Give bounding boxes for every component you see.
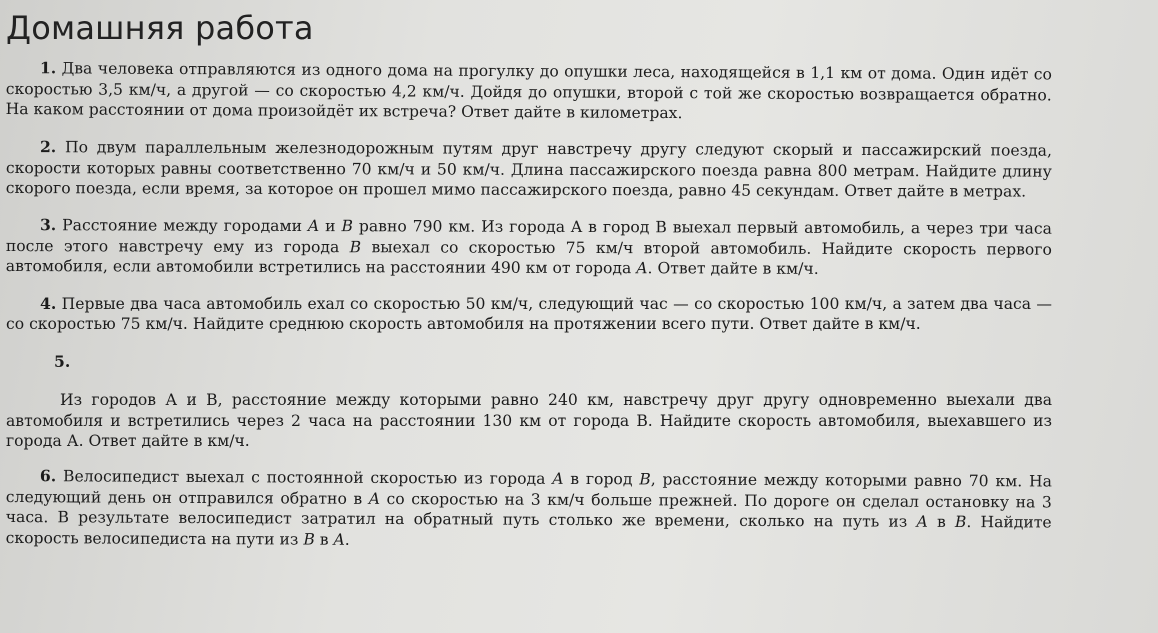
problem-text-part: и [325,217,336,236]
problem-text: Два человека отправляются из одного дома на прогулку до опушки леса, находящейся в 1,1 км от дома. Один идёт со скоростью 3,5 км/ч, а другой — со скоростью 4,2 км/ч. Дойдя до опушки, второй с той же скоростью возвращается обратно. На каком расстоянии от дома произойдёт их встреча? Ответ дайте в километрах. [5,59,1052,123]
problem-2 [6,137,1052,202]
page-title: Домашняя работа [6,9,314,47]
problem-3 [6,215,1052,280]
problem-1 [6,58,1052,126]
problem-6 [6,466,1052,553]
variable: A [333,529,345,548]
variable: B [349,237,362,256]
problem-text-part: выехал со скоростью 75 км/ч второй автомобиль. Найдите скорость первого автомобиля, если автомобили встретились на расстоянии 490 км от города [5,237,1052,278]
variable: A [368,488,381,507]
variable: A [636,259,648,278]
problem-text-part: Расстояние между городами [62,216,303,236]
problem-number: 6. [39,465,57,485]
problem-list [6,58,1052,565]
variable: B [639,469,651,488]
variable: B [954,512,967,531]
variable: B [303,529,315,548]
problem-number: 5. [54,351,71,371]
problem-number: 1. [39,58,57,78]
problem-5-number [6,352,1052,373]
variable: A [307,217,320,236]
problem-number: 2. [39,136,57,156]
problem-text: Из городов А и В, расстояние между которыми равно 240 км, навстречу друг другу одновременно выехали два автомобиля и встретились через 2 часа на расстоянии 130 км от города В. Найдите скорость автомобиля, выехавшего из города А. Ответ дайте в км/ч. [6,391,1052,450]
problem-text-part: равно 790 км. Из города A в город B выехал первый автомобиль, а через три часа после этого навстречу ему из города [5,217,1052,256]
problem-text-part: . Ответ дайте в км/ч. [647,259,819,278]
problem-text-part: , расстояние между которыми равно 70 км. На следующий день он отправился обратно в [5,469,1052,507]
problem-text: Первые два часа автомобиль ехал со скоростью 50 км/ч, следующий час — со скоростью 100 км/ч, а затем два часа — со скоростью 75 км/ч. Найдите среднюю скорость автомобиля на протяжении всего пути. Ответ дайте в км/ч. [6,294,1052,333]
problem-text-part: . [344,529,350,548]
problem-text-part: Велосипедист выехал с постоянной скоростью из города [62,466,546,488]
problem-text: По двум параллельным железнодорожным путям друг навстречу другу следуют скорый и пассажирский поезда, скорости которых равны соответственно 70 км/ч и 50 км/ч. Длина пассажирского поезда равна 800 метрам. Найдите длину скорого поезда, если время, за которое он прошел мимо пассажирского поезда, равно 45 секундам. Ответ дайте в метрах. [5,137,1052,201]
problem-text-part: . Найдите скорость велосипедиста на пути из [5,512,1052,548]
problem-4 [6,294,1052,335]
variable: A [552,469,564,488]
problem-5 [6,390,1052,452]
problem-text-part: в город [570,469,633,488]
variable: A [916,512,928,531]
variable: B [341,217,353,236]
problem-text-part: в [936,512,946,531]
problem-text-part: в [319,529,329,548]
problem-text-part: со скоростью на 3 км/ч больше прежней. По дороге он сделал остановку на 3 часа. В результате велосипедист затратил на обратный путь столько же времени, сколько на путь из [5,488,1052,531]
problem-number: 3. [39,215,57,235]
problem-number: 4. [40,293,57,313]
